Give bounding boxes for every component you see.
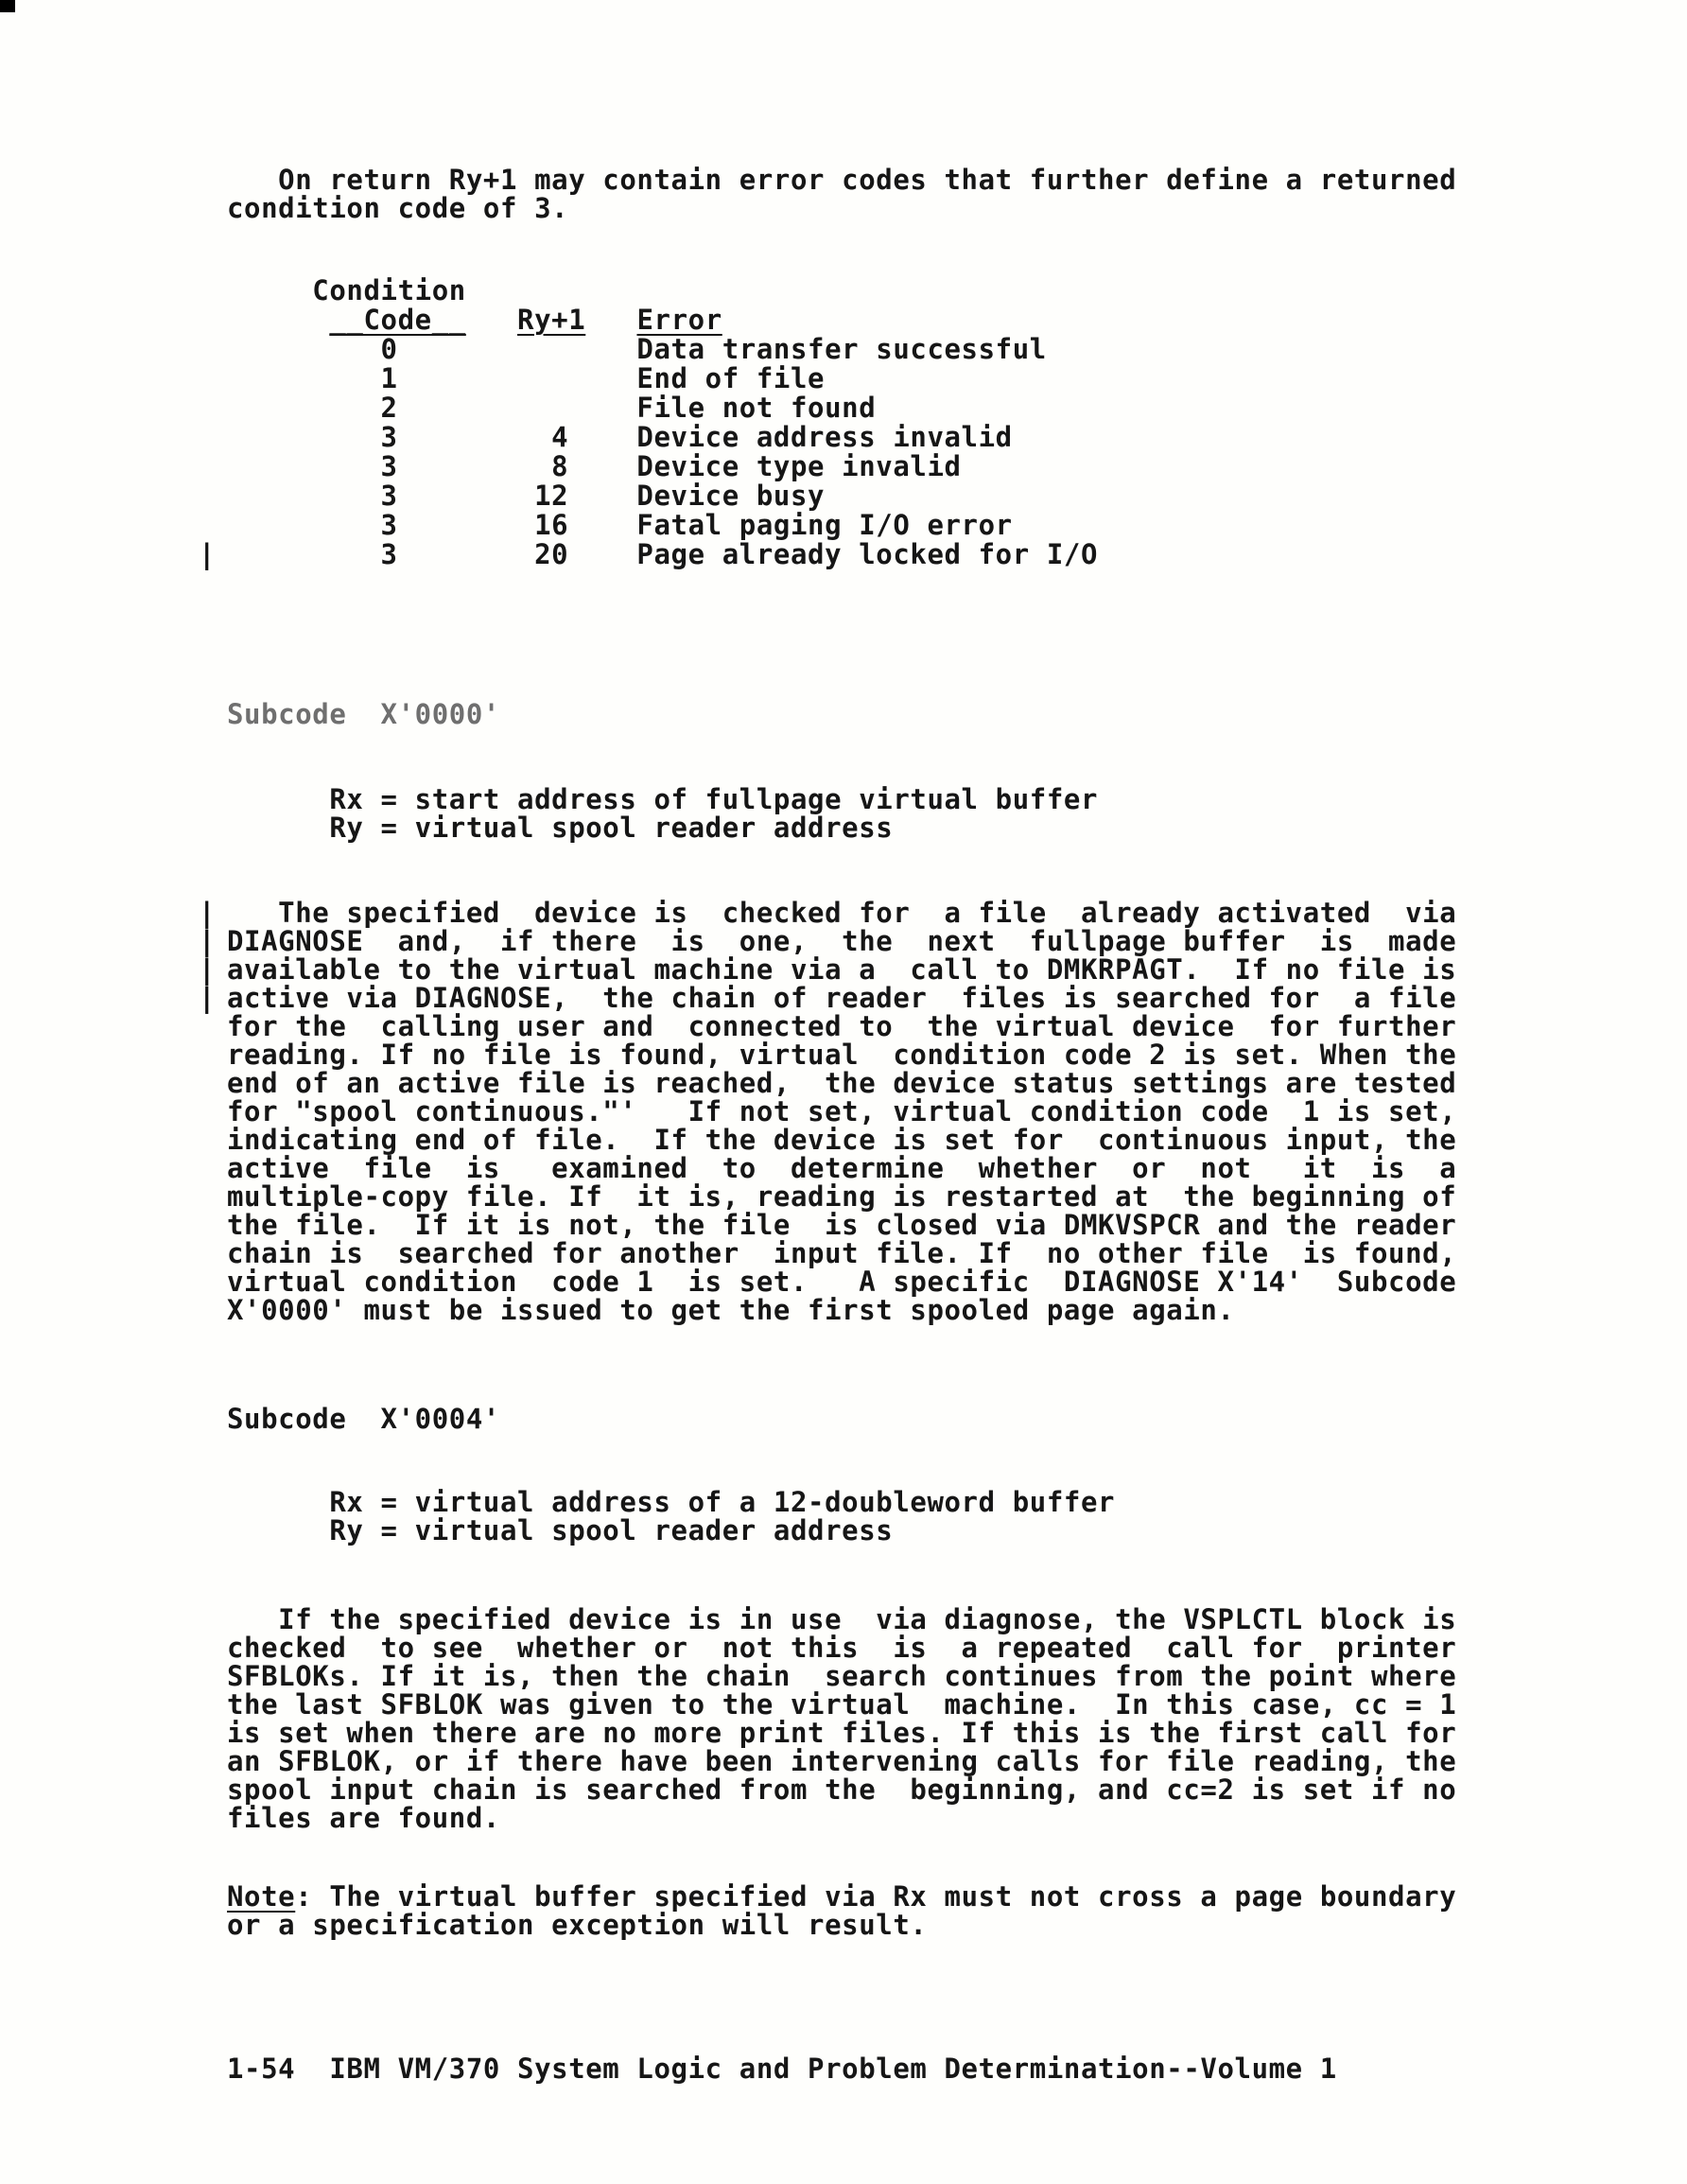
note-line: or a specification exception will result. [227, 1909, 928, 1941]
paragraph-line: end of an active file is reached, the device status settings are tested [227, 1067, 1457, 1099]
col-header-ry1: Ry+1 [517, 304, 586, 336]
paragraph-line: files are found. [227, 1802, 500, 1834]
table-row: 1 End of file [227, 362, 826, 394]
paragraph-line: SFBLOKs. If it is, then the chain search continues from the point where [227, 1660, 1457, 1692]
table-row: 3 8 Device type invalid [227, 450, 962, 482]
paragraph-line: chain is searched for another input file. If no other file is found, [227, 1237, 1457, 1269]
paragraph-line: the file. If it is not, the file is closed via DMKVSPCR and the reader [227, 1209, 1457, 1241]
change-bar-icon: | [199, 538, 217, 570]
paragraph-line: indicating end of file. If the device is set for continuous input, the [227, 1124, 1457, 1156]
register-line-rx: Rx = start address of fullpage virtual buffer [227, 783, 1099, 815]
page-footer-text: 1-54 IBM VM/370 System Logic and Problem Determination--Volume 1 [227, 2053, 1337, 2085]
paragraph-line: an SFBLOK, or if there have been intervening calls for file reading, the [227, 1745, 1457, 1777]
subcode-0000-heading: Subcode X'0000' [227, 698, 500, 730]
subcode-0004-heading: Subcode X'0004' [227, 1403, 500, 1435]
paragraph-line: virtual condition code 1 is set. A specific DIAGNOSE X'14' Subcode [227, 1266, 1457, 1298]
intro-paragraph [227, 166, 1456, 222]
table-row: 2 File not found [227, 392, 877, 424]
paragraph-line: available to the virtual machine via a call to DMKRPAGT. If no file is [227, 953, 1457, 986]
paragraph-line: The specified device is checked for a file already activated via [227, 897, 1457, 929]
condition-code-table [227, 276, 1098, 569]
note-label: Note [227, 1880, 296, 1913]
note-text: : The virtual buffer specified via Rx must not cross a page boundary [295, 1880, 1457, 1913]
table-row: 0 Data transfer successful [227, 333, 1047, 365]
col-header-error: Error [636, 304, 722, 336]
subcode-0000-registers [227, 785, 1098, 842]
subcode-0000-paragraph [227, 899, 1456, 1324]
paragraph-line: active via DIAGNOSE, the chain of reader files is searched for a file [227, 982, 1457, 1014]
paragraph-line: If the specified device is in use via diagnose, the VSPLCTL block is [227, 1603, 1457, 1635]
scan-corner-artifact [0, 0, 15, 12]
change-bar-icon: | [199, 897, 217, 929]
register-line-ry: Ry = virtual spool reader address [227, 812, 894, 844]
paragraph-line: for the calling user and connected to the virtual device for further [227, 1010, 1457, 1042]
paragraph-line: is set when there are no more print files. If this is the first call for [227, 1717, 1457, 1749]
paragraph-line: checked to see whether or not this is a repeated call for printer [227, 1632, 1457, 1664]
header-pad [585, 304, 636, 336]
col-header-code: __Code__ [329, 304, 466, 336]
table-row: 3 16 Fatal paging I/O error [227, 509, 1013, 541]
table-row: 3 12 Device busy [227, 480, 826, 512]
paragraph-line: multiple-copy file. If it is, reading is restarted at the beginning of [227, 1180, 1457, 1213]
intro-line: condition code of 3. [227, 192, 569, 224]
note-paragraph [227, 1882, 1456, 1939]
subcode-0000-heading-block [227, 700, 500, 728]
change-bar-icon: | [199, 953, 217, 986]
header-pad [466, 304, 517, 336]
paragraph-line: reading. If no file is found, virtual condition code 2 is set. When the [227, 1039, 1457, 1071]
table-header [227, 306, 1098, 335]
subcode-0004-registers [227, 1488, 1115, 1545]
table-title: Condition [227, 274, 466, 306]
subcode-0004-heading-block [227, 1405, 500, 1433]
register-line-ry: Ry = virtual spool reader address [227, 1514, 894, 1546]
table-row: 3 4 Device address invalid [227, 421, 1013, 453]
paragraph-line: spool input chain is searched from the beginning, and cc=2 is set if no [227, 1773, 1457, 1806]
paragraph-line: X'0000' must be issued to get the first spooled page again. [227, 1294, 1235, 1326]
paragraph-line: for "spool continuous."' If not set, virtual condition code 1 is set, [227, 1095, 1457, 1127]
header-pad [227, 304, 329, 336]
paragraph-line: active file is examined to determine whether or not it is a [227, 1152, 1457, 1184]
paragraph-line: DIAGNOSE and, if there is one, the next fullpage buffer is made [227, 925, 1457, 957]
register-line-rx: Rx = virtual address of a 12-doubleword buffer [227, 1486, 1116, 1518]
change-bar-icon: | [199, 982, 217, 1014]
note-line [227, 1882, 1456, 1911]
table-row: 3 20 Page already locked for I/O [227, 538, 1099, 570]
page-footer [227, 2054, 1337, 2083]
subcode-0004-paragraph [227, 1605, 1456, 1832]
paragraph-line: the last SFBLOK was given to the virtual machine. In this case, cc = 1 [227, 1688, 1457, 1721]
intro-line: On return Ry+1 may contain error codes that further define a returned [227, 164, 1457, 196]
change-bar-icon: | [199, 925, 217, 957]
